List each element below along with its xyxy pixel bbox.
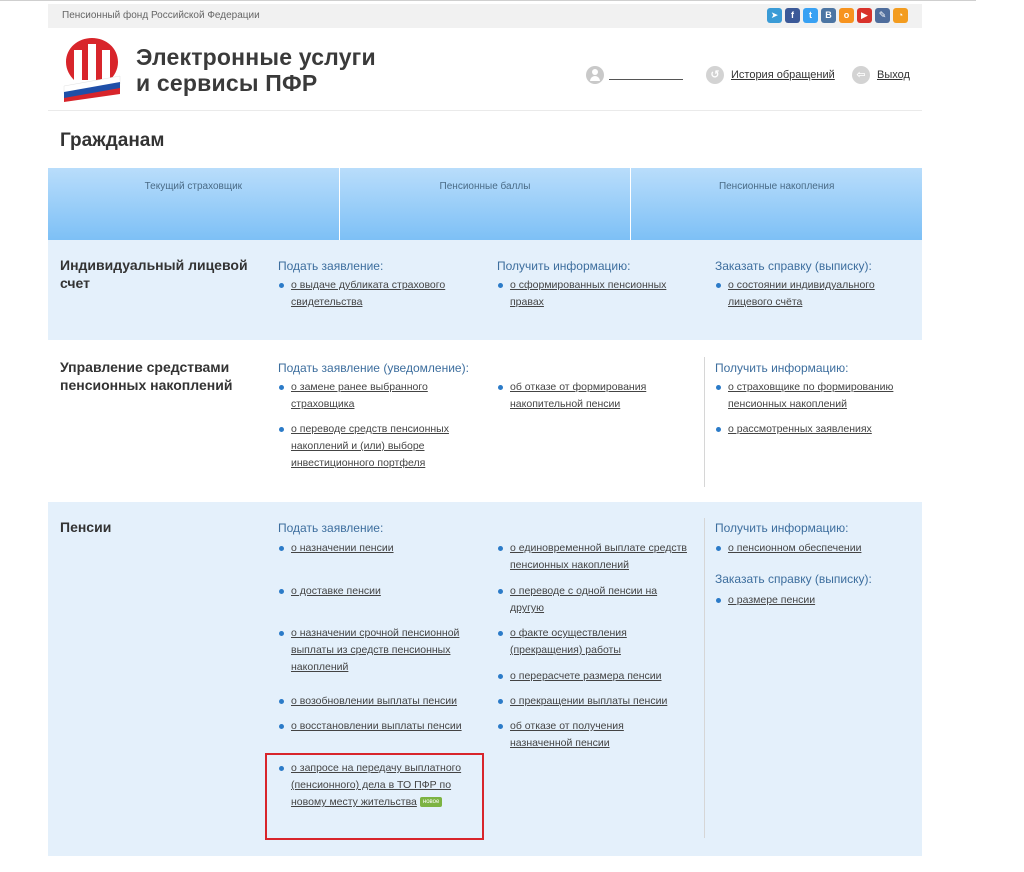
org-name: Пенсионный фонд Российской Федерации	[62, 10, 260, 21]
column-heading: Получить информацию:	[497, 259, 631, 273]
link-item[interactable]	[715, 592, 928, 609]
link-item[interactable]	[278, 583, 476, 600]
site-title	[136, 44, 376, 96]
link-text[interactable]: о восстановлении выплаты пенсии	[291, 720, 462, 732]
telegram-icon[interactable]: ➤	[767, 8, 782, 23]
tabs-bar	[48, 168, 922, 240]
new-badge: новое	[420, 797, 442, 807]
link-text[interactable]: о переводе с одной пенсии на другую	[510, 585, 658, 614]
history-link-text[interactable]: История обращений	[731, 69, 835, 81]
link-text[interactable]: о единовременной выплате средств пенсионных накоплений	[510, 542, 687, 571]
column-divider	[704, 518, 705, 838]
history-link[interactable]	[706, 66, 835, 84]
section-title: Пенсии	[60, 519, 112, 535]
exit-link[interactable]	[852, 66, 910, 84]
column-divider	[704, 357, 705, 487]
column-heading: Подать заявление:	[278, 259, 384, 273]
link-item[interactable]	[278, 625, 476, 676]
link-text[interactable]: о рассмотренных заявлениях	[728, 423, 872, 435]
section-savings	[48, 341, 922, 496]
exit-link-text[interactable]: Выход	[877, 69, 910, 81]
section-title: Управление средствами пенсионных накоплений	[60, 359, 233, 393]
user-icon	[586, 66, 604, 84]
link-text[interactable]: о доставке пенсии	[291, 585, 381, 597]
column-heading: Заказать справку (выписку):	[715, 259, 872, 273]
vk-icon[interactable]: В	[821, 8, 836, 23]
rss-icon[interactable]: ◔	[893, 8, 908, 23]
link-item[interactable]	[278, 693, 486, 710]
social-icons	[767, 8, 908, 23]
link-item[interactable]	[715, 379, 928, 413]
link-item[interactable]	[715, 540, 928, 557]
link-item[interactable]	[497, 718, 660, 752]
top-bar	[48, 4, 922, 28]
link-text[interactable]: о состоянии индивидуального лицевого счёта	[728, 279, 875, 308]
column-heading: Получить информацию:	[715, 521, 849, 535]
section-pensions	[48, 502, 922, 856]
link-text[interactable]: о перерасчете размера пенсии	[510, 670, 662, 682]
highlight-box	[265, 753, 484, 840]
link-text[interactable]: об отказе от формирования накопительной пенсии	[510, 381, 647, 410]
link-item[interactable]	[278, 421, 476, 472]
site-title-line1: Электронные услуги	[136, 44, 376, 70]
link-text[interactable]: о факте осуществления (прекращения) работы	[510, 627, 627, 656]
link-text[interactable]: об отказе от получения назначенной пенсии	[510, 720, 624, 749]
link-text[interactable]: о размере пенсии	[728, 594, 816, 606]
link-text[interactable]: о переводе средств пенсионных накоплений и (или) выборе инвестиционного портфеля	[291, 423, 449, 469]
link-text[interactable]: о выдаче дубликата страхового свидетельства	[291, 279, 446, 308]
column-heading: Заказать справку (выписку):	[715, 572, 872, 586]
link-text[interactable]: о замене ранее выбранного страховщика	[291, 381, 428, 410]
section-title: Индивидуальный лицевой счет	[60, 257, 248, 291]
site-title-line2: и сервисы ПФР	[136, 70, 318, 96]
link-text[interactable]: о прекращении выплаты пенсии	[510, 695, 668, 707]
link-text[interactable]: о запросе на передачу выплатного (пенсионного) дела в ТО ПФР по новому месту жительства	[291, 762, 462, 808]
pfr-logo-icon[interactable]	[60, 36, 124, 102]
link-text[interactable]: о назначении срочной пенсионной выплаты из средств пенсионных накоплений	[291, 627, 460, 673]
link-item[interactable]	[497, 379, 685, 413]
link-text[interactable]: о возобновлении выплаты пенсии	[291, 695, 458, 707]
youtube-icon[interactable]: ▶	[857, 8, 872, 23]
page-container	[48, 0, 922, 872]
exit-icon: ⇦	[852, 66, 870, 84]
site-header	[48, 28, 922, 111]
link-item[interactable]	[715, 421, 928, 438]
tab-pension-savings[interactable]: Пенсионные накопления	[631, 168, 922, 240]
link-item[interactable]	[497, 693, 705, 710]
column-heading: Подать заявление:	[278, 521, 384, 535]
tab-pension-points[interactable]: Пенсионные баллы	[340, 168, 632, 240]
column-heading: Подать заявление (уведомление):	[278, 361, 469, 375]
link-text[interactable]: о пенсионном обеспечении	[728, 542, 862, 554]
link-text[interactable]: о назначении пенсии	[291, 542, 394, 554]
livejournal-icon[interactable]: ✎	[875, 8, 890, 23]
history-icon: ↺	[706, 66, 724, 84]
link-item[interactable]	[497, 668, 705, 685]
odnoklassniki-icon[interactable]: о	[839, 8, 854, 23]
link-item[interactable]	[278, 379, 476, 413]
tab-current-insurer[interactable]: Текущий страховщик	[48, 168, 340, 240]
link-text[interactable]: о сформированных пенсионных правах	[510, 279, 667, 308]
link-item[interactable]	[497, 277, 700, 311]
user-name-field[interactable]	[609, 71, 683, 80]
column-heading: Получить информацию:	[715, 361, 849, 375]
twitter-icon[interactable]: t	[803, 8, 818, 23]
link-item[interactable]	[497, 540, 695, 574]
link-item[interactable]	[278, 718, 491, 735]
page-title: Гражданам	[60, 130, 165, 151]
link-text[interactable]: о страховщике по формированию пенсионных накоплений	[728, 381, 894, 410]
link-item[interactable]	[278, 277, 476, 311]
facebook-icon[interactable]: f	[785, 8, 800, 23]
section-ils	[48, 240, 922, 340]
link-item[interactable]	[278, 540, 476, 557]
user-box[interactable]	[586, 66, 683, 84]
link-item[interactable]	[497, 583, 685, 617]
link-item[interactable]	[497, 625, 660, 659]
link-item[interactable]	[715, 277, 908, 311]
